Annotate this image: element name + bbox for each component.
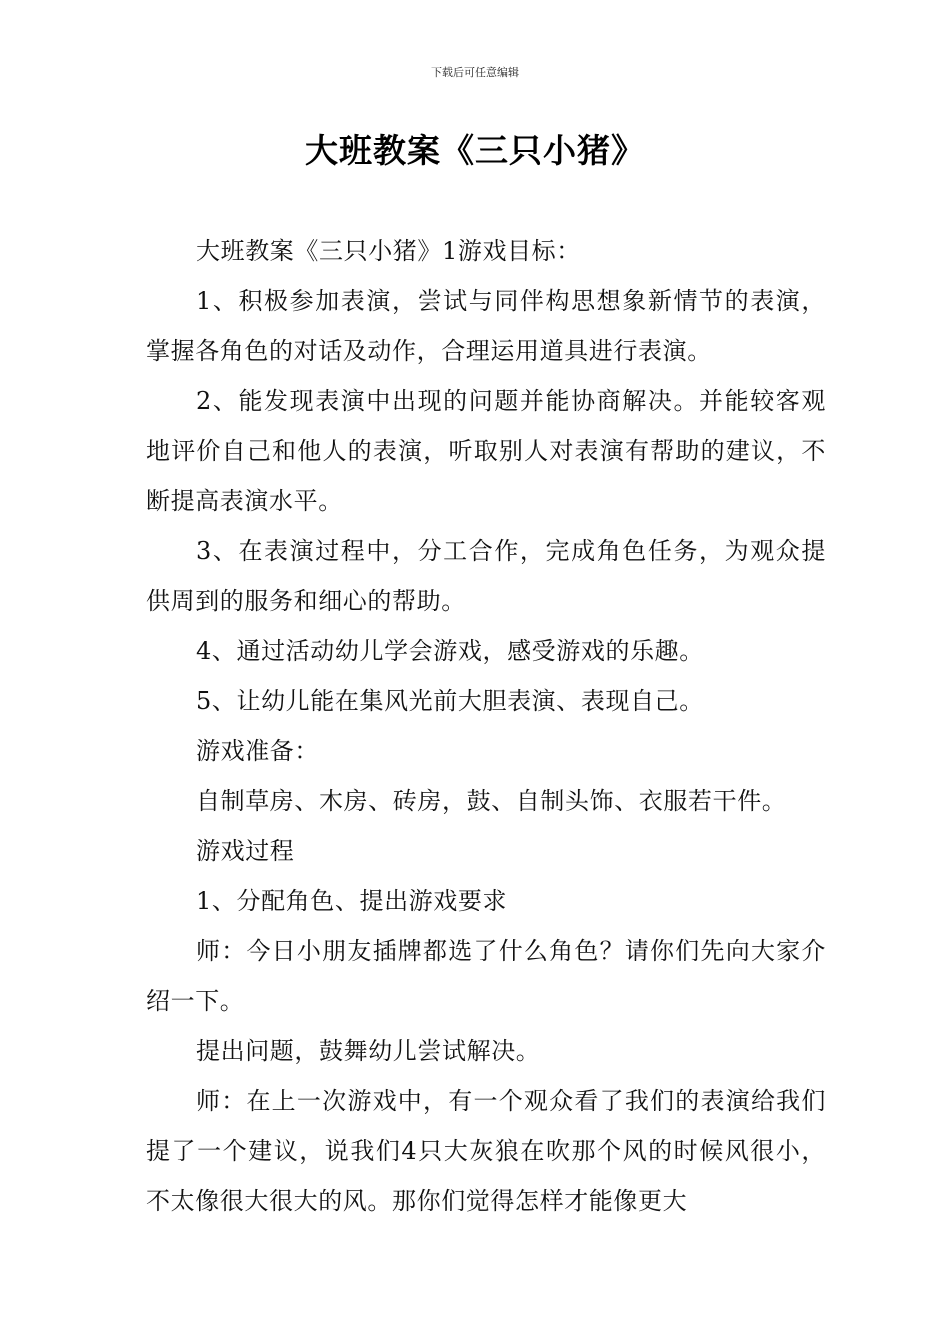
paragraph: 游戏过程 xyxy=(196,837,295,865)
paragraph: 3、在表演过程中，分工合作，完成角色任务，为观众提供周到的服务和细心的帮助。 xyxy=(146,537,826,615)
paragraph: 师：今日小朋友插牌都选了什么角色？请你们先向大家介绍一下。 xyxy=(146,937,826,1015)
paragraph: 游戏准备： xyxy=(196,737,319,765)
paragraph: 自制草房、木房、砖房，鼓、自制头饰、衣服若干件。 xyxy=(196,787,787,815)
paragraph: 5、让幼儿能在集风光前大胆表演、表现自己。 xyxy=(196,687,704,715)
paragraph: 4、通过活动幼儿学会游戏，感受游戏的乐趣。 xyxy=(196,637,704,665)
paragraph: 1、分配角色、提出游戏要求 xyxy=(196,887,508,915)
header-note: 下载后可任意编辑 xyxy=(431,66,519,79)
document-title: 大班教案《三只小猪》 xyxy=(305,131,645,170)
document-body xyxy=(146,226,826,1226)
paragraph: 师：在上一次游戏中，有一个观众看了我们的表演给我们提了一个建议，说我们4只大灰狼在吹那个风的时候风很小，不太像很大很大的风。那你们觉得怎样才能像更大 xyxy=(146,1087,826,1215)
paragraph: 1、积极参加表演，尝试与同伴构思想象新情节的表演，掌握各角色的对话及动作，合理运用道具进行表演。 xyxy=(146,287,826,365)
paragraph: 提出问题，鼓舞幼儿尝试解决。 xyxy=(196,1037,541,1065)
paragraph: 2、能发现表演中出现的问题并能协商解决。并能较客观地评价自己和他人的表演，听取别人对表演有帮助的建议，不断提高表演水平。 xyxy=(146,387,826,515)
paragraph: 大班教案《三只小猪》1游戏目标： xyxy=(196,237,581,265)
